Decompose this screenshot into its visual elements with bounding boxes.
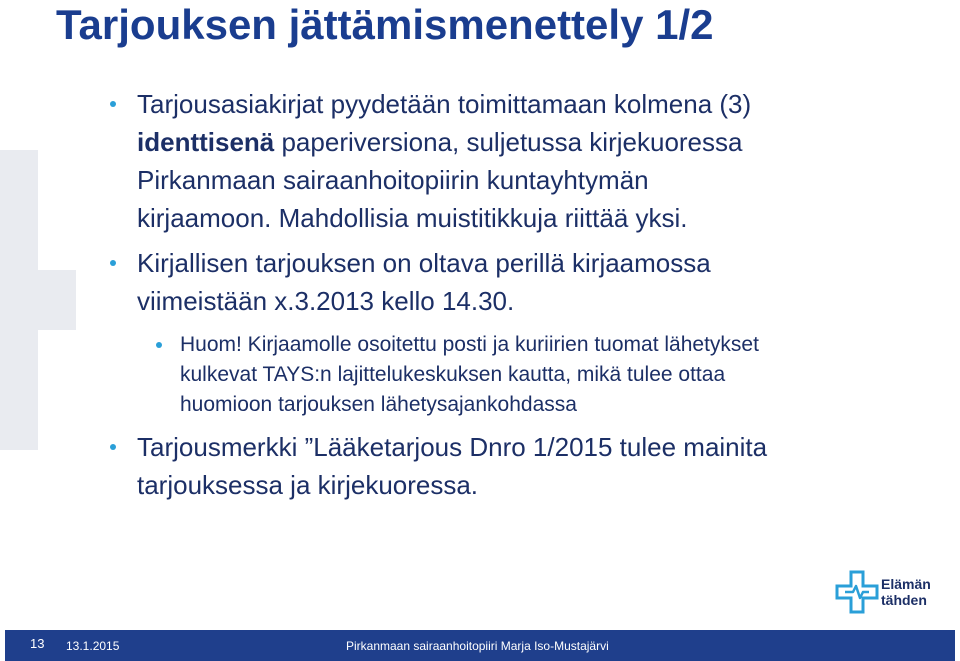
page-number: 13: [30, 636, 45, 651]
bullet-dot-icon: [156, 342, 162, 348]
cross-mark-icon: [835, 570, 879, 614]
bullet-dot-icon: [110, 444, 116, 450]
footer-organization: Pirkanmaan sairaanhoitopiiri Marja Iso-Mustajärvi: [346, 639, 609, 653]
sub-bullet-item: [180, 330, 759, 420]
bullet-item: [137, 85, 751, 237]
bullet-text-line: [137, 123, 751, 161]
bullet-item: [137, 428, 767, 504]
watermark-cross-icon: [0, 150, 76, 450]
footer-date: 13.1.2015: [66, 639, 120, 653]
footer-bar: [5, 630, 955, 661]
bullet-text-line: Kirjallisen tarjouksen on oltava perillä kirjaamossa: [137, 248, 711, 278]
bullet-text-line: kirjaamoon. Mahdollisia muistitikkuja riittää yksi.: [137, 203, 688, 233]
bullet-dot-icon: [110, 260, 116, 266]
bullet-dot-icon: [110, 101, 116, 107]
bullet-text-line: tarjouksessa ja kirjekuoressa.: [137, 470, 479, 500]
bullet-text-line: viimeistään x.3.2013 kello 14.30.: [137, 286, 515, 316]
bullet-text-line: huomioon tarjouksen lähetysajankohdassa: [180, 393, 577, 416]
bullet-text-line: Pirkanmaan sairaanhoitopiirin kuntayhtymän: [137, 165, 649, 195]
bullet-text-fragment: paperiversiona, suljetussa kirjekuoressa: [274, 127, 743, 157]
logo: [835, 568, 955, 618]
bullet-text-line: kulkevat TAYS:n lajittelukeskuksen kautta, mikä tulee ottaa: [180, 363, 726, 386]
bullet-text-line: Tarjousasiakirjat pyydetään toimittamaan kolmena (3): [137, 89, 752, 119]
bullet-text-line: Tarjousmerkki ”Lääketarjous Dnro 1/2015 tulee mainita: [137, 432, 768, 462]
bullet-text-line: Huom! Kirjaamolle osoitettu posti ja kuriirien tuomat lähetykset: [180, 333, 759, 356]
logo-text: tähden: [881, 592, 927, 608]
emphasis-text: identtisenä: [137, 127, 275, 157]
bullet-item: [137, 244, 711, 320]
logo-text: Elämän: [881, 576, 931, 592]
slide-title: Tarjouksen jättämismenettely 1/2: [56, 1, 714, 48]
